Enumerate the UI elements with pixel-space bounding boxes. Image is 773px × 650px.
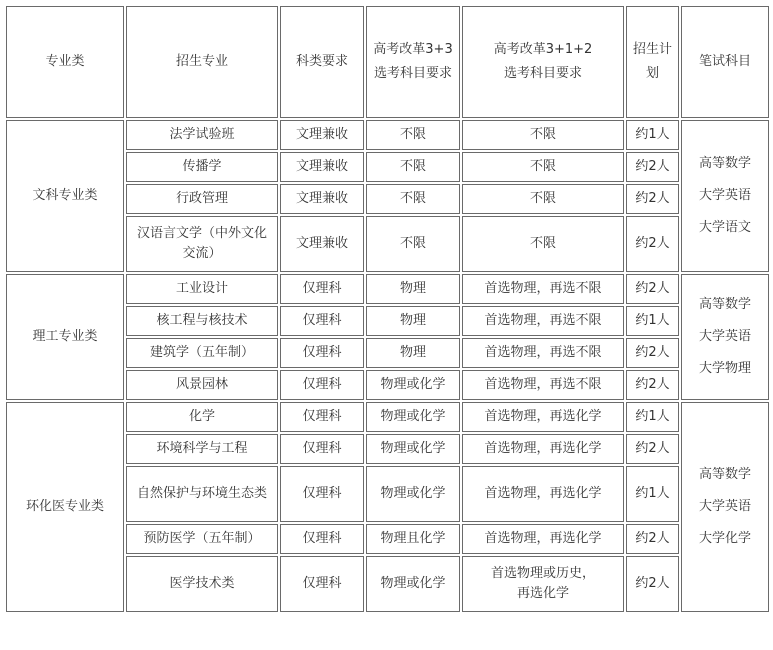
reform-3-3-cell: 物理 (366, 274, 460, 304)
major-cell: 传播学 (126, 152, 278, 182)
reform-3-1-2-cell: 首选物理，再选化学 (462, 524, 624, 554)
header-enrollment-plan: 招生计划 (626, 6, 679, 118)
major-cell: 行政管理 (126, 184, 278, 214)
reform-3-3-cell: 物理 (366, 306, 460, 336)
reform-3-3-cell: 不限 (366, 120, 460, 150)
table-row (6, 120, 769, 150)
major-cell: 医学技术类 (126, 556, 278, 612)
plan-cell: 约2人 (626, 152, 679, 182)
category-cell: 环化医专业类 (6, 402, 124, 612)
major-cell: 核工程与核技术 (126, 306, 278, 336)
plan-cell: 约2人 (626, 434, 679, 464)
plan-cell: 约2人 (626, 338, 679, 368)
reform-3-1-2-cell: 不限 (462, 152, 624, 182)
plan-cell: 约2人 (626, 216, 679, 272)
major-cell: 法学试验班 (126, 120, 278, 150)
reform-3-3-cell: 物理或化学 (366, 556, 460, 612)
exam-subject: 高等数学 (698, 156, 751, 171)
exam-subject: 高等数学 (698, 297, 751, 312)
exam-subject: 大学语文 (698, 220, 751, 235)
plan-cell: 约2人 (626, 184, 679, 214)
reform-3-3-cell: 物理且化学 (366, 524, 460, 554)
reform-3-3-cell: 不限 (366, 184, 460, 214)
reform-3-1-2-cell: 首选物理，再选化学 (462, 402, 624, 432)
table-row (6, 402, 769, 432)
plan-cell: 约2人 (626, 556, 679, 612)
subject-requirement-cell: 仅理科 (280, 306, 364, 336)
subject-requirement-cell: 文理兼收 (280, 216, 364, 272)
reform-3-3-cell: 物理 (366, 338, 460, 368)
subject-requirement-cell: 仅理科 (280, 524, 364, 554)
plan-cell: 约1人 (626, 120, 679, 150)
subject-requirement-cell: 仅理科 (280, 274, 364, 304)
major-cell: 环境科学与工程 (126, 434, 278, 464)
header-row (6, 6, 769, 118)
reform-3-1-2-cell: 不限 (462, 216, 624, 272)
header-major: 招生专业 (126, 6, 278, 118)
table-row (6, 274, 769, 304)
subject-requirement-cell: 仅理科 (280, 556, 364, 612)
major-cell: 预防医学（五年制） (126, 524, 278, 554)
exam-subject: 高等数学 (698, 467, 751, 482)
exam-subject: 大学化学 (698, 531, 751, 546)
reform-3-3-cell: 不限 (366, 216, 460, 272)
category-cell: 理工专业类 (6, 274, 124, 400)
reform-3-3-cell: 物理或化学 (366, 466, 460, 522)
major-cell: 工业设计 (126, 274, 278, 304)
header-reform-3-1-2: 高考改革3+1+2选考科目要求 (462, 6, 624, 118)
reform-3-1-2-cell: 首选物理，再选化学 (462, 466, 624, 522)
reform-3-3-cell: 物理或化学 (366, 370, 460, 400)
subject-requirement-cell: 仅理科 (280, 338, 364, 368)
reform-3-3-cell: 不限 (366, 152, 460, 182)
reform-3-1-2-cell: 首选物理，再选化学 (462, 434, 624, 464)
subject-requirement-cell: 仅理科 (280, 402, 364, 432)
major-cell: 建筑学（五年制） (126, 338, 278, 368)
header-subject-requirement: 科类要求 (280, 6, 364, 118)
plan-cell: 约2人 (626, 524, 679, 554)
reform-3-3-cell: 物理或化学 (366, 434, 460, 464)
subject-requirement-cell: 文理兼收 (280, 152, 364, 182)
major-cell: 自然保护与环境生态类 (126, 466, 278, 522)
header-category: 专业类 (6, 6, 124, 118)
subject-requirement-cell: 仅理科 (280, 434, 364, 464)
header-reform-3-3: 高考改革3+3选考科目要求 (366, 6, 460, 118)
subject-requirement-cell: 仅理科 (280, 370, 364, 400)
reform-3-1-2-cell: 首选物理，再选不限 (462, 370, 624, 400)
exam-subjects-cell (681, 402, 769, 612)
major-cell: 风景园林 (126, 370, 278, 400)
reform-3-1-2-cell: 首选物理或历史，再选化学 (462, 556, 624, 612)
plan-cell: 约2人 (626, 370, 679, 400)
exam-subject: 大学物理 (698, 361, 751, 376)
header-exam-subjects: 笔试科目 (681, 6, 769, 118)
reform-3-1-2-cell: 首选物理，再选不限 (462, 306, 624, 336)
reform-3-1-2-cell: 首选物理，再选不限 (462, 338, 624, 368)
plan-cell: 约1人 (626, 306, 679, 336)
major-cell: 化学 (126, 402, 278, 432)
subject-requirement-cell: 文理兼收 (280, 120, 364, 150)
major-cell: 汉语言文学（中外文化交流） (126, 216, 278, 272)
plan-cell: 约1人 (626, 402, 679, 432)
reform-3-1-2-cell: 首选物理，再选不限 (462, 274, 624, 304)
plan-cell: 约1人 (626, 466, 679, 522)
subject-requirement-cell: 仅理科 (280, 466, 364, 522)
admission-table (4, 4, 771, 614)
reform-3-1-2-cell: 不限 (462, 184, 624, 214)
plan-cell: 约2人 (626, 274, 679, 304)
category-cell: 文科专业类 (6, 120, 124, 272)
subject-requirement-cell: 文理兼收 (280, 184, 364, 214)
exam-subject: 大学英语 (698, 188, 751, 203)
exam-subject: 大学英语 (698, 499, 751, 514)
exam-subjects-cell (681, 274, 769, 400)
exam-subjects-cell (681, 120, 769, 272)
exam-subject: 大学英语 (698, 329, 751, 344)
reform-3-1-2-cell: 不限 (462, 120, 624, 150)
reform-3-3-cell: 物理或化学 (366, 402, 460, 432)
